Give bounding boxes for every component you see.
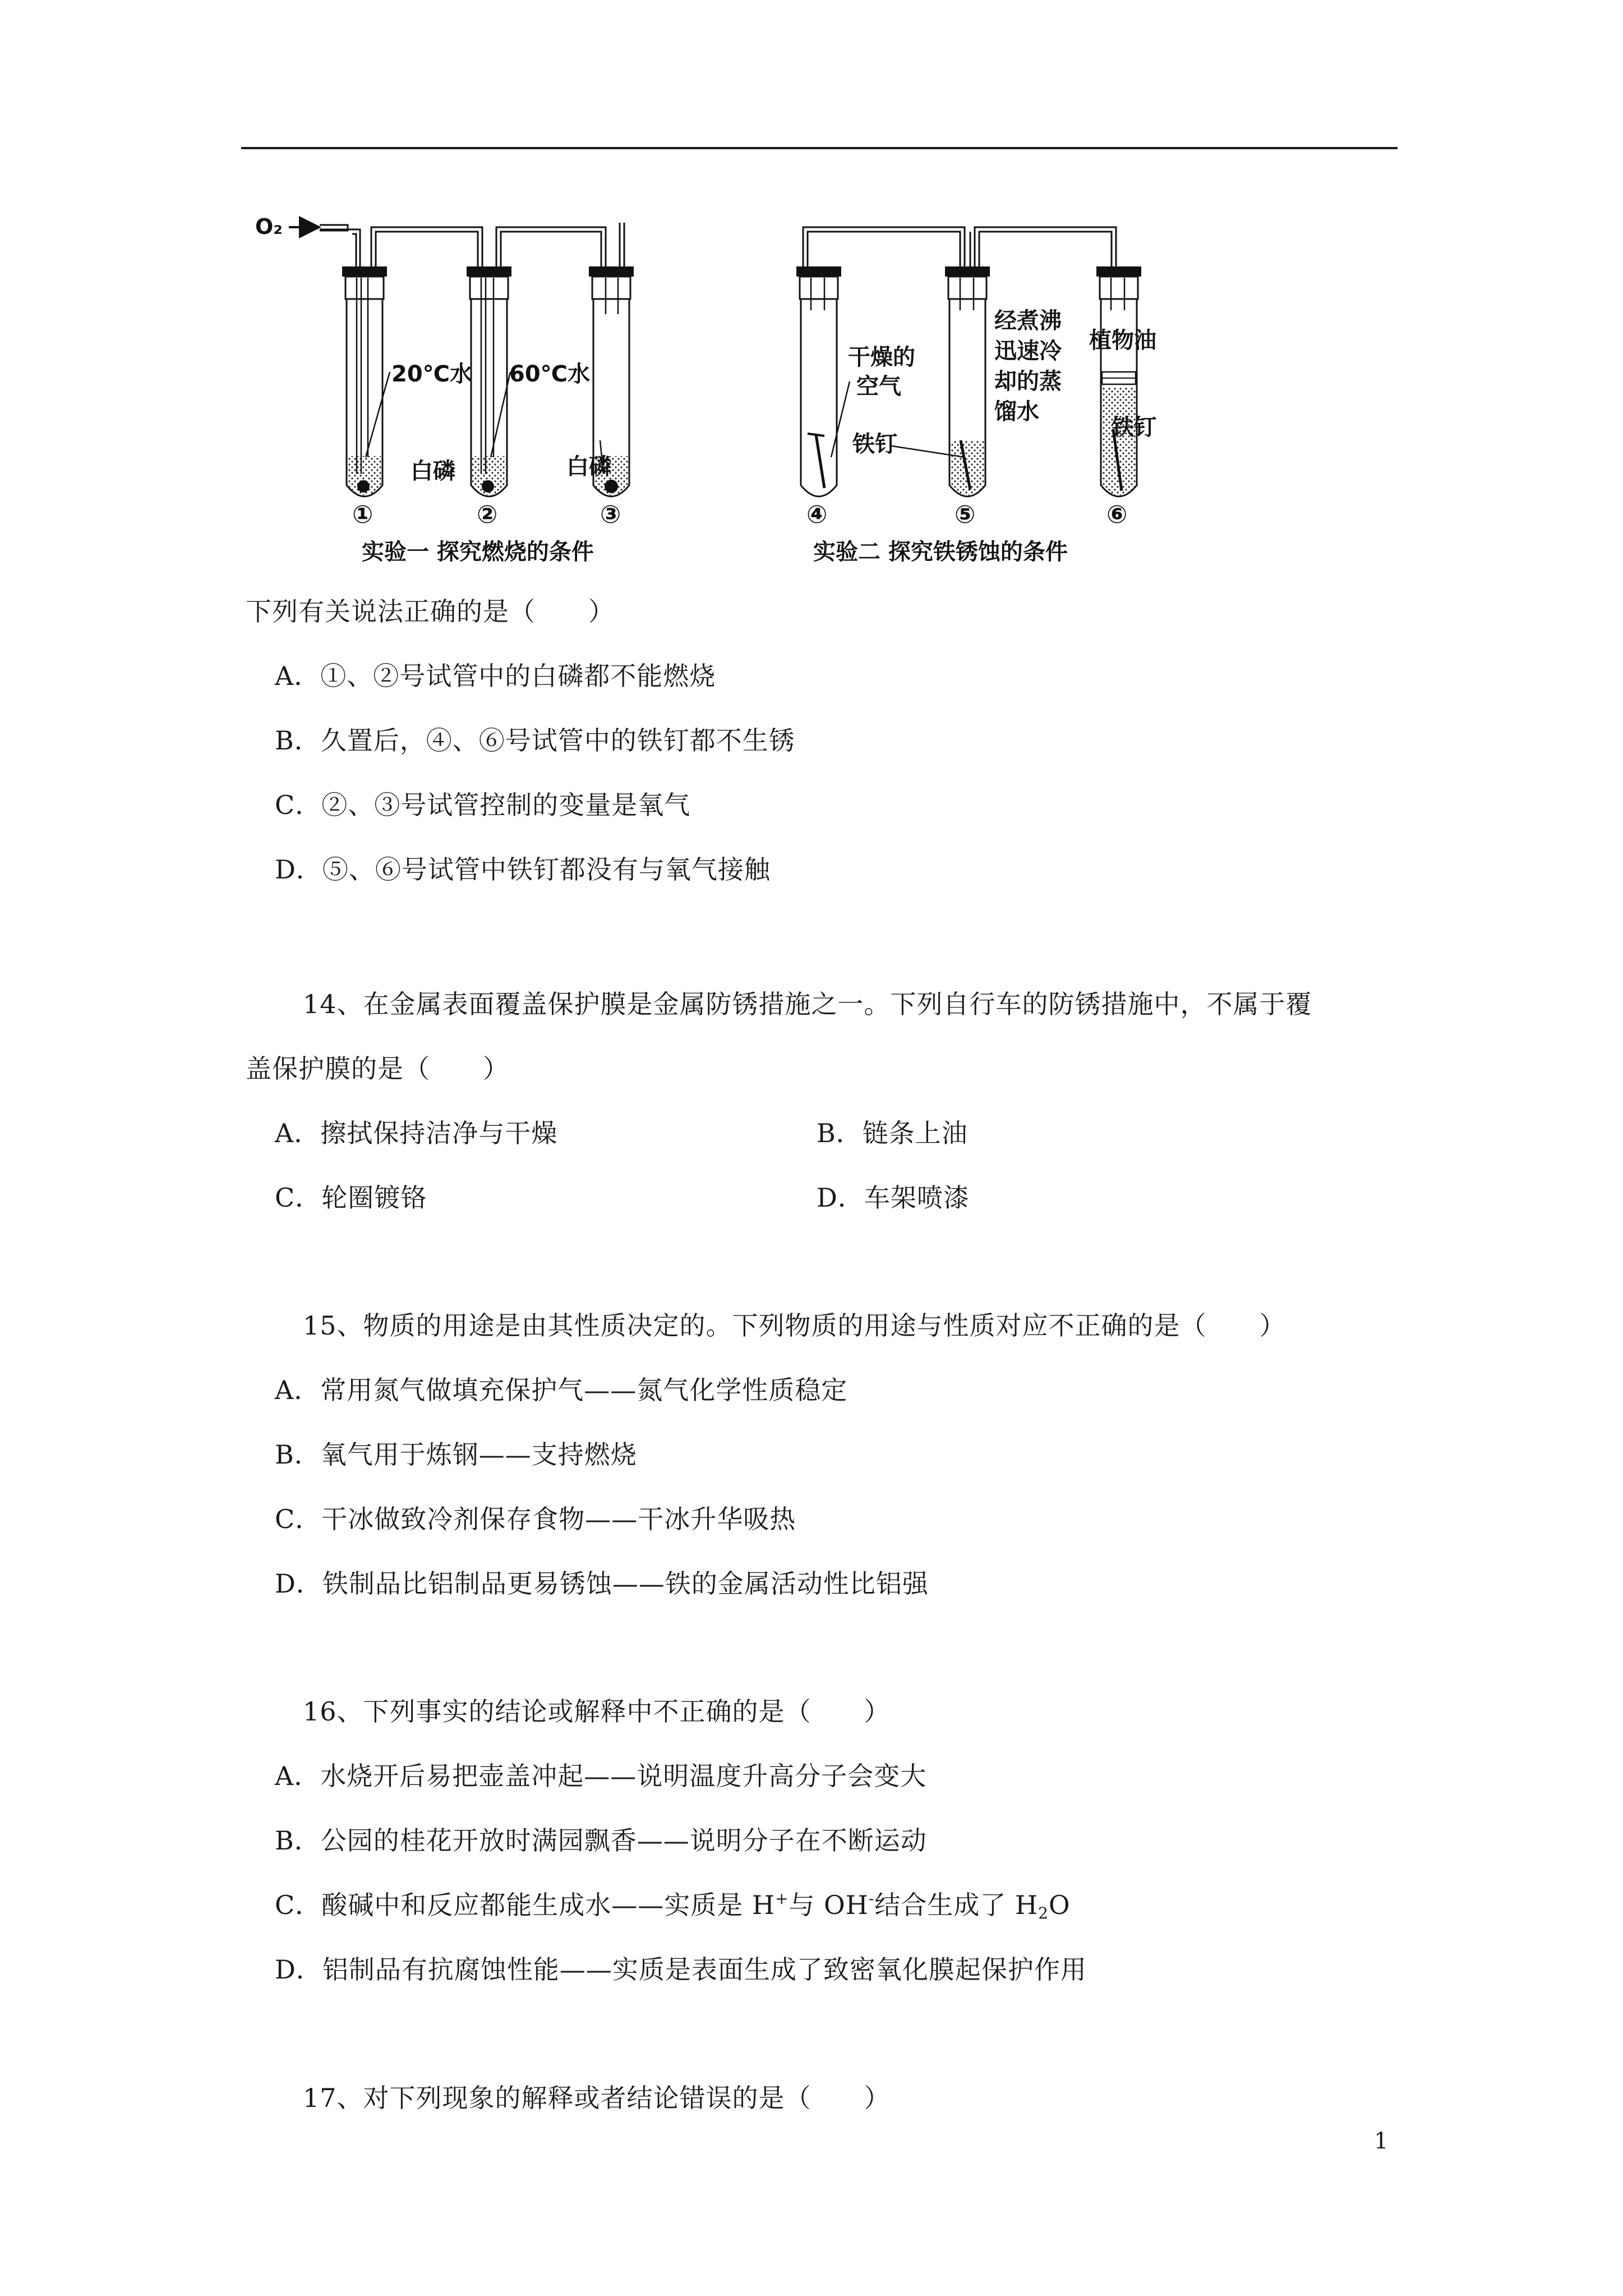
tube-number-1: ① <box>352 500 374 529</box>
q15-option-c: C．干冰做致冷剂保存食物——干冰升华吸热 <box>275 1504 796 1534</box>
label-boiled-water-line2: 迅速冷 <box>994 338 1062 364</box>
label-boiled-water-line1: 经煮沸 <box>994 308 1062 334</box>
experiment-one-caption: 实验一 探究燃烧的条件 <box>362 539 594 565</box>
experiment-one-apparatus <box>289 223 624 272</box>
label-boiled-water-line3: 却的蒸 <box>994 369 1062 394</box>
test-tube-1 <box>342 266 387 496</box>
test-tube-4 <box>796 266 841 496</box>
q15-option-a: A．常用氮气做填充保护气——氮气化学性质稳定 <box>275 1375 848 1405</box>
tube-number-5: ⑤ <box>955 500 976 529</box>
label-white-phosphorus-2: 白磷 <box>566 454 611 480</box>
q16-option-c-text-4: O <box>1048 1890 1071 1920</box>
q13-option-d: D．⑤、⑥号试管中铁钉都没有与氧气接触 <box>275 854 771 885</box>
label-iron-nail-6: 铁钉 <box>1112 415 1156 440</box>
q17-stem: 17、对下列现象的解释或者结论错误的是（ ） <box>303 2083 891 2113</box>
tube-number-6: ⑥ <box>1106 500 1128 529</box>
q16-option-c <box>275 1889 1071 1921</box>
tube-number-2: ② <box>477 500 498 529</box>
q14-option-d: D．车架喷漆 <box>817 1182 970 1213</box>
q13-option-a: A．①、②号试管中的白磷都不能燃烧 <box>275 661 716 691</box>
q16-option-c-text-1: C．酸碱中和反应都能生成水——实质是 H <box>275 1890 775 1920</box>
q16-stem: 16、下列事实的结论或解释中不正确的是（ ） <box>303 1696 891 1727</box>
label-iron-nail-4: 铁钉 <box>852 431 897 457</box>
tube-number-4: ④ <box>806 500 828 529</box>
q16-option-c-superscript-plus: + <box>774 1889 789 1908</box>
o2-label: O₂ <box>255 214 283 239</box>
q15-option-b: B．氧气用于炼钢——支持燃烧 <box>275 1439 637 1470</box>
label-dry-air-line2: 空气 <box>856 374 901 399</box>
label-water-60c: 60℃水 <box>509 361 591 387</box>
q14-option-c: C．轮圈镀铬 <box>275 1182 427 1213</box>
header-rule <box>241 147 1398 149</box>
label-dry-air-line1: 干燥的 <box>848 344 915 370</box>
q14-option-b: B．链条上油 <box>817 1118 968 1148</box>
label-white-phosphorus-1: 白磷 <box>411 458 455 484</box>
label-water-20c: 20℃水 <box>391 361 473 387</box>
tube-number-3: ③ <box>600 500 621 529</box>
q13-option-b: B．久置后，④、⑥号试管中的铁钉都不生锈 <box>275 725 795 756</box>
test-tube-5 <box>945 266 990 496</box>
q13-stem: 下列有关说法正确的是（ ） <box>246 596 615 627</box>
experiment-two-caption: 实验二 探究铁锈蚀的条件 <box>813 539 1068 565</box>
experiment-figure <box>241 194 1161 569</box>
q16-option-b: B．公园的桂花开放时满园飘香——说明分子在不断运动 <box>275 1825 927 1856</box>
q16-option-a: A．水烧开后易把壶盖冲起——说明温度升高分子会变大 <box>275 1761 927 1791</box>
q16-option-c-subscript-2: 2 <box>1038 1904 1049 1922</box>
label-vegetable-oil: 植物油 <box>1089 328 1156 353</box>
page-number: 1 <box>1374 2128 1389 2154</box>
q13-option-c: C．②、③号试管控制的变量是氧气 <box>275 790 691 820</box>
test-tube-2 <box>467 266 511 496</box>
q14-stem-line2: 盖保护膜的是（ ） <box>246 1053 509 1084</box>
q15-option-d: D．铁制品比铝制品更易锈蚀——铁的金属活动性比铝强 <box>275 1568 929 1599</box>
q16-option-d: D．铝制品有抗腐蚀性能——实质是表面生成了致密氧化膜起保护作用 <box>275 1954 1087 1985</box>
q15-stem: 15、物质的用途是由其性质决定的。下列物质的用途与性质对应不正确的是（ ） <box>303 1310 1286 1341</box>
test-tube-6 <box>1096 266 1141 496</box>
q14-stem-line1: 14、在金属表面覆盖保护膜是金属防锈措施之一。下列自行车的防锈措施中，不属于覆 <box>303 989 1312 1019</box>
experiment-two-apparatus <box>803 227 1116 272</box>
q16-option-c-text-2: 与 OH <box>789 1890 869 1920</box>
q16-option-c-superscript-minus: - <box>868 1889 875 1908</box>
q16-option-c-text-3: 结合生成了 H <box>874 1890 1039 1920</box>
label-boiled-water-line4: 馏水 <box>994 399 1039 425</box>
q14-option-a: A．擦拭保持洁净与干燥 <box>275 1118 558 1148</box>
